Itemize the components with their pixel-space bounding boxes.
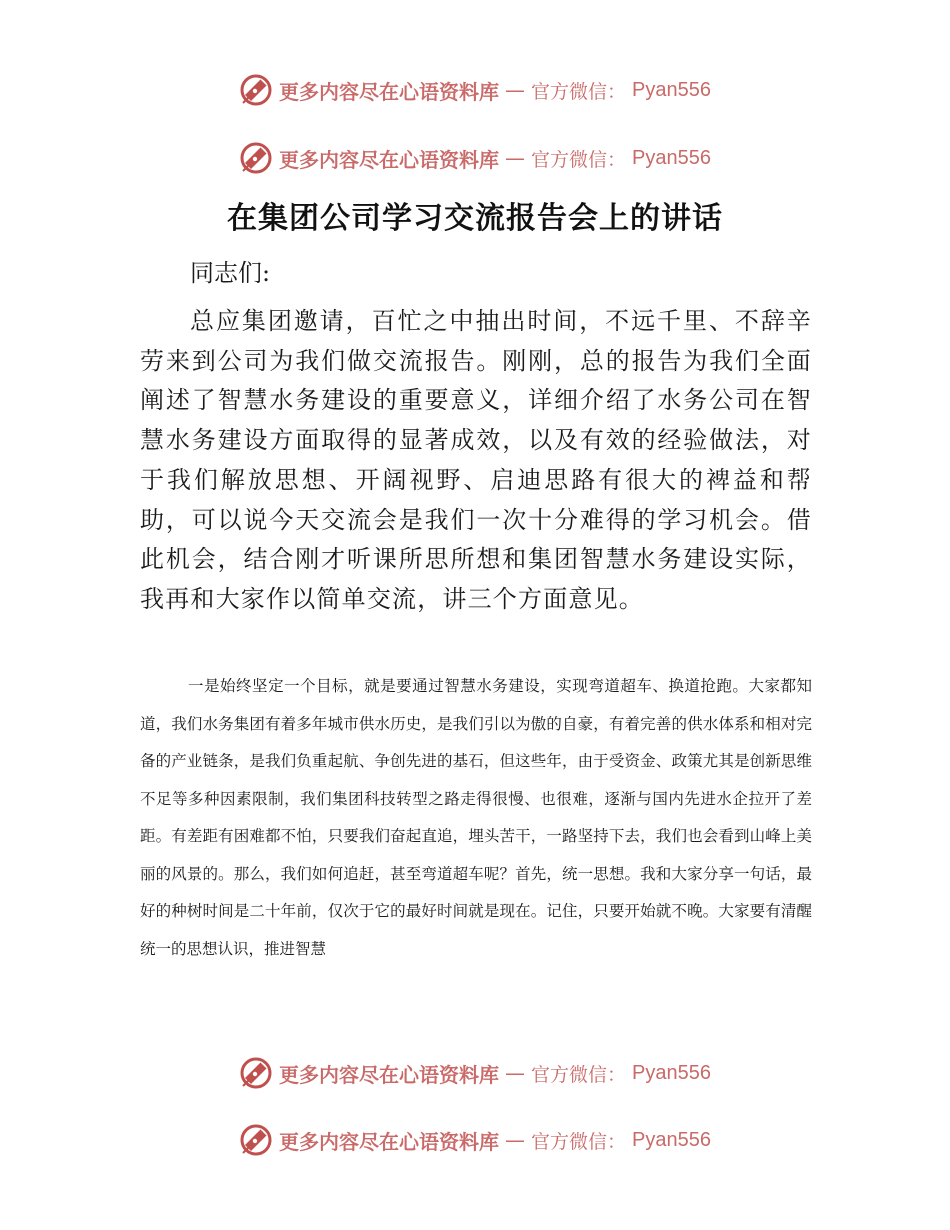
watermark-wechat-label: 官方微信： xyxy=(531,1063,627,1086)
watermark-wechat-id: Pyan556 xyxy=(632,78,711,101)
watermark-banner xyxy=(0,1053,950,1093)
salutation: 同志们: xyxy=(190,259,271,287)
watermark-text: 更多内容尽在心语资料库 xyxy=(279,1062,499,1087)
pen-nib-logo-icon xyxy=(239,73,273,107)
watermark-text: 更多内容尽在心语资料库 xyxy=(279,147,499,172)
opening-paragraph: 总应集团邀请，百忙之中抽出时间，不远千里、不辞辛劳来到公司为我们做交流报告。刚刚，总的报告为我们全面阐述了智慧水务建设的重要意义，详细介绍了水务公司在智慧水务建设方面取得的显著成效，以及有效的经验做法，对于我们解放思想、开阔视野、启迪思路有很大的裨益和帮助，可以说今天交流会是我们一次十分难得的学习机会。借此机会，结合刚才听课所思所想和集团智慧水务建设实际，我再和大家作以简单交流，讲三个方面意见。 xyxy=(140,307,812,613)
pen-nib-logo-icon xyxy=(239,1056,273,1090)
watermark-wechat-label: 官方微信： xyxy=(531,80,627,103)
watermark-wechat-id: Pyan556 xyxy=(632,1061,711,1084)
watermark-separator: — xyxy=(505,1128,525,1152)
document-title: 在集团公司学习交流报告会上的讲话 xyxy=(227,201,723,236)
watermark-banner xyxy=(0,70,950,110)
pen-nib-logo-icon xyxy=(239,141,273,175)
watermark-text: 更多内容尽在心语资料库 xyxy=(279,1129,499,1154)
watermark-wechat-id: Pyan556 xyxy=(632,1128,711,1151)
watermark-banner xyxy=(0,1120,950,1160)
watermark-separator: — xyxy=(505,78,525,102)
watermark-wechat-id: Pyan556 xyxy=(632,146,711,169)
pen-nib-logo-icon xyxy=(239,1123,273,1157)
watermark-wechat-label: 官方微信： xyxy=(531,148,627,171)
watermark-wechat-label: 官方微信： xyxy=(531,1130,627,1153)
watermark-text: 更多内容尽在心语资料库 xyxy=(279,79,499,104)
watermark-banner xyxy=(0,138,950,178)
body-paragraph: 一是始终坚定一个目标，就是要通过智慧水务建设，实现弯道超车、换道抢跑。大家都知道，我们水务集团有着多年城市供水历史，是我们引以为傲的自豪，有着完善的供水体系和相对完备的产业链条，是我们负重起航、争创先进的基石，但这些年，由于受资金、政策尤其是创新思维不足等多种因素限制，我们集团科技转型之路走得很慢、也很难，逐渐与国内先进水企拉开了差距。有差距有困难都不怕，只要我们奋起直追，埋头苦干，一路坚持下去，我们也会看到山峰上美丽的风景的。那么，我们如何追赶，甚至弯道超车呢？首先，统一思想。我和大家分享一句话，最好的种树时间是二十年前，仅次于它的最好时间就是现在。记住，只要开始就不晚。大家要有清醒统一的思想认识，推进智慧 xyxy=(140,677,812,958)
watermark-separator: — xyxy=(505,1061,525,1085)
watermark-separator: — xyxy=(505,146,525,170)
